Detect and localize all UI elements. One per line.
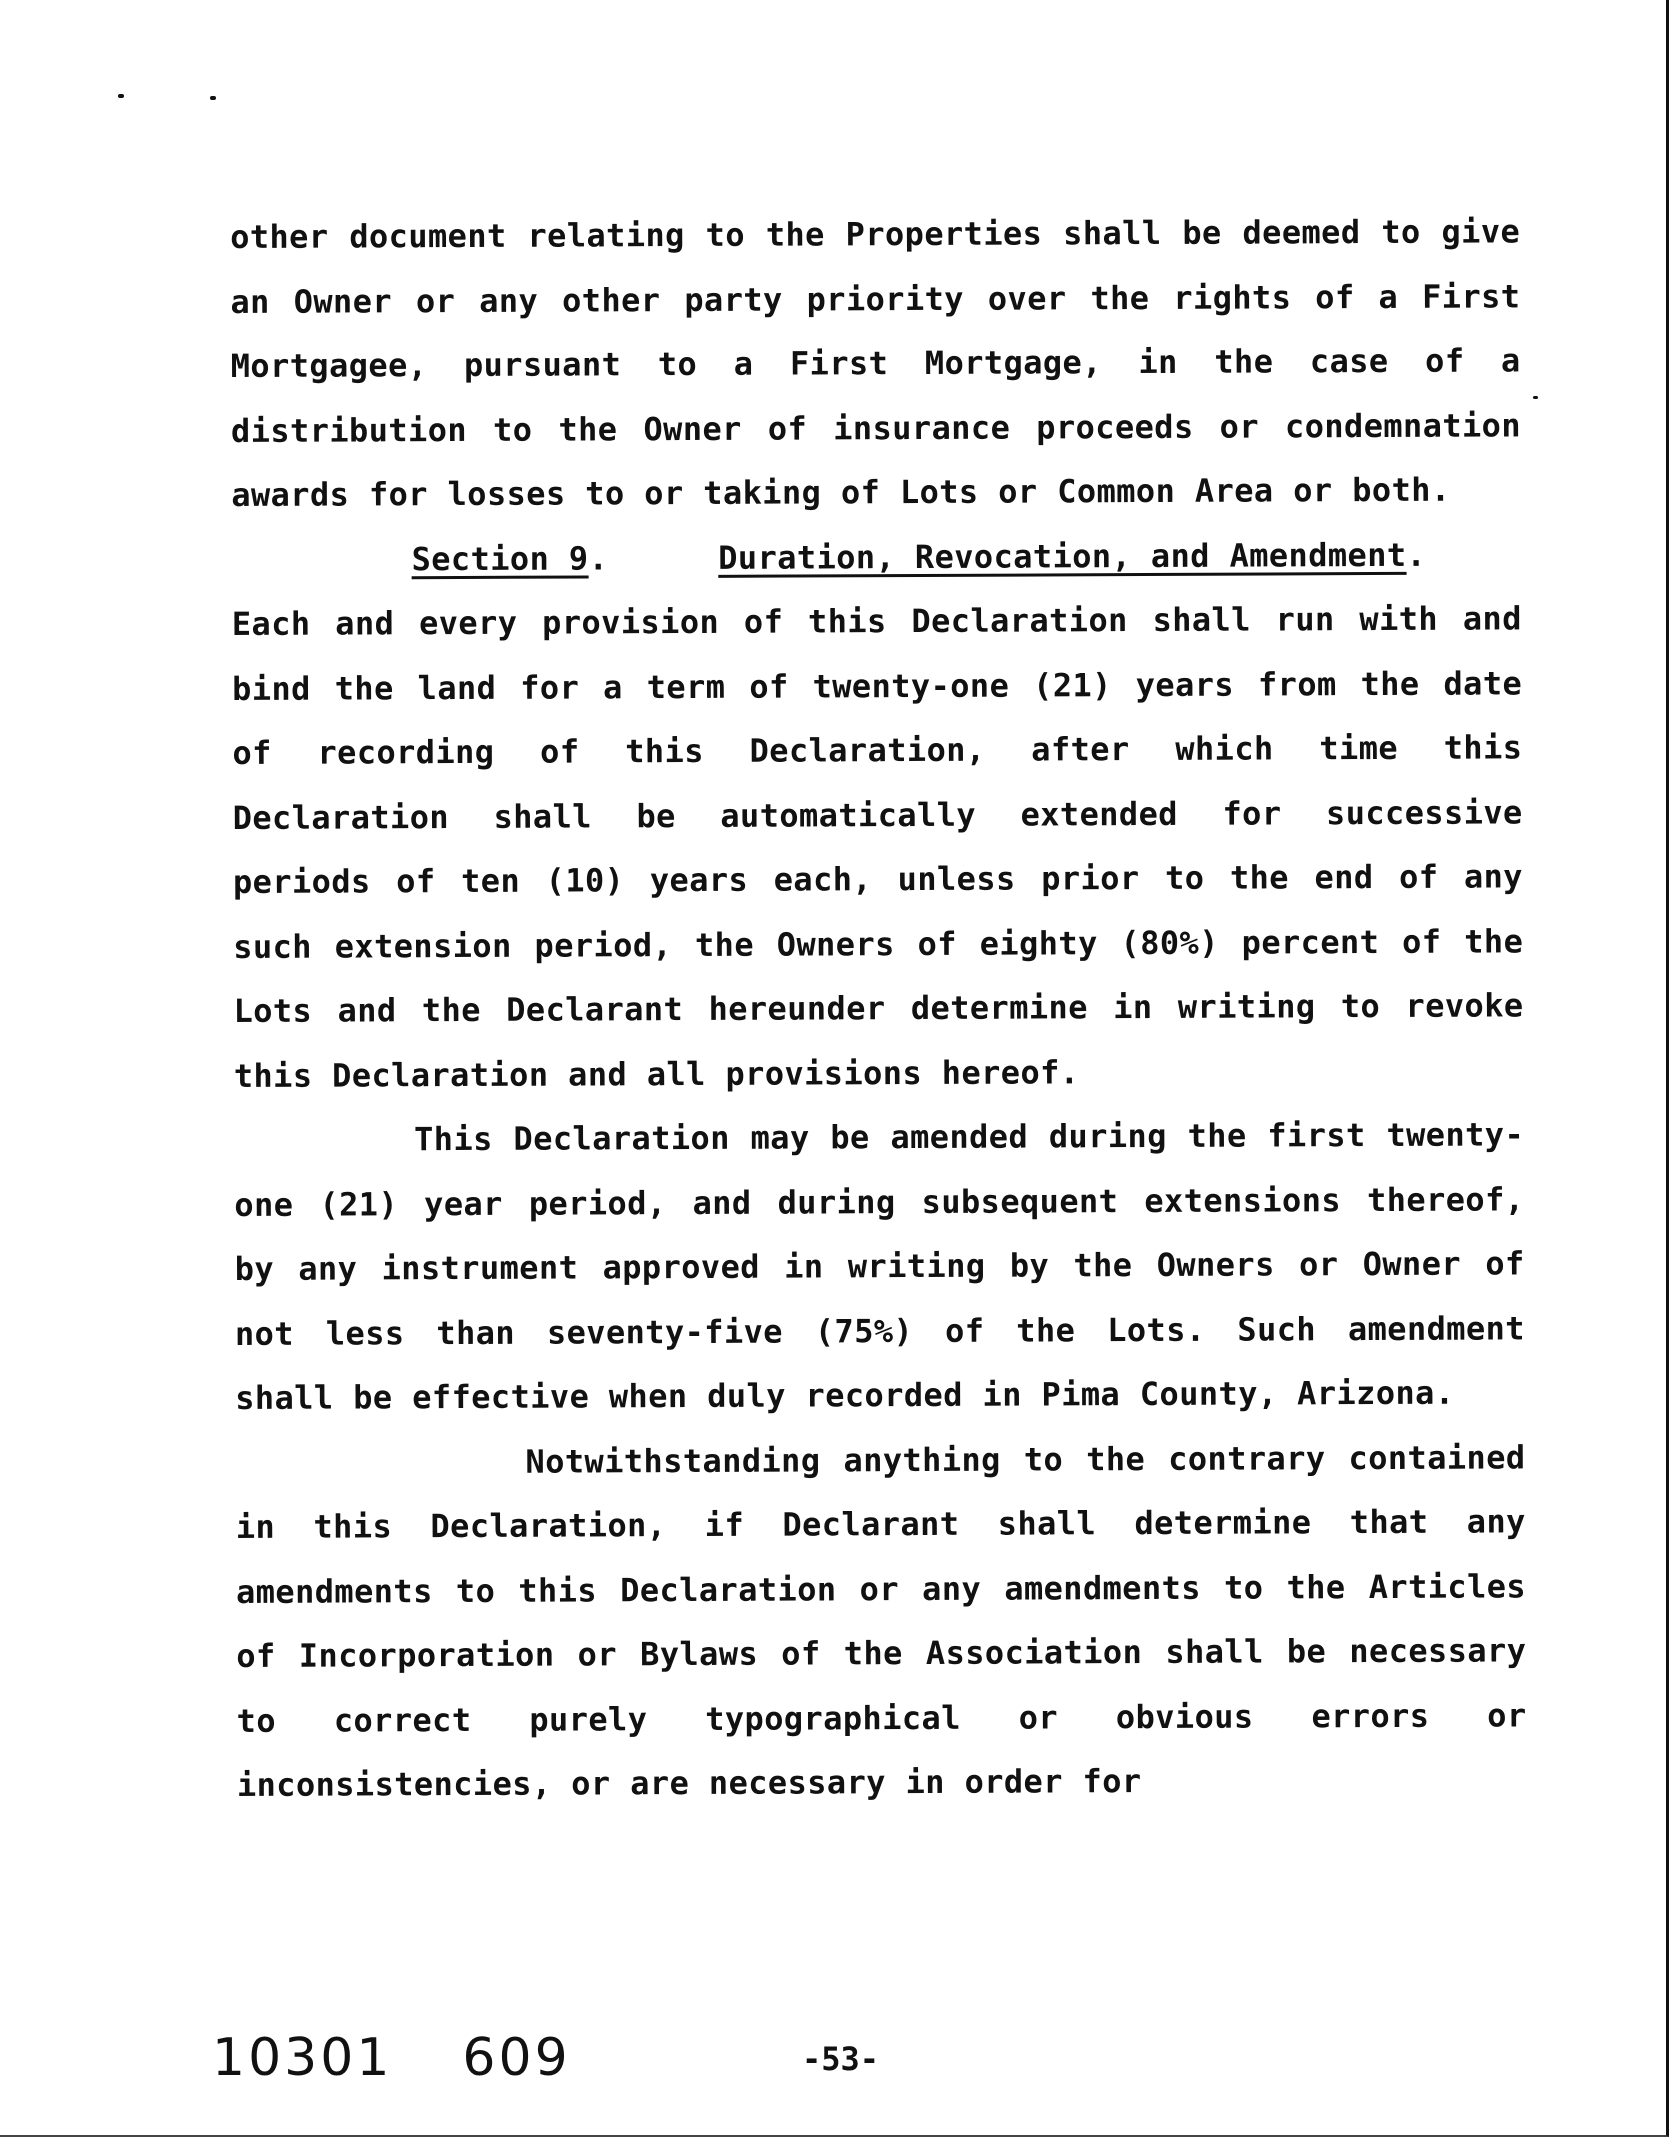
scan-speck [118, 94, 124, 98]
scan-speck [210, 96, 216, 100]
page-number: -53- [802, 2040, 880, 2078]
section-heading-line: Section 9 . Duration, Revocation, and Amendment . [231, 522, 1521, 592]
paragraph-3: This Declaration may be amended during the first twenty-one (21) year period, and during subsequent extensions thereof, by any instrument approved in writing by the Owners or Owner of not less than seventy-five (75%) of the Lots. Such amendment shall be effective when duly recorded in Pima County, Arizona. [234, 1115, 1525, 1417]
section-label: Section 9 [411, 538, 589, 578]
book-page: 609 [462, 2028, 571, 2088]
scan-speck [1533, 396, 1538, 399]
book-page-stamp [212, 2028, 571, 2088]
document-body [230, 199, 1527, 1817]
paragraph-1: other document relating to the Properties shall be deemed to give an Owner or any other party priority over the rights of a First Mortgagee, pursuant to a First Mortgage, in the case of a distribution to the Owner of insurance proceeds or condemnation awards for losses to or taking of Lots or Common Area or both. [230, 212, 1522, 514]
section-heading: Duration, Revocation, and Amendment [718, 535, 1407, 577]
paragraph-4: Notwithstanding anything to the contrary contained in this Declaration, if Declarant shall determine that any amendments to this Declaration or any amendments to the Articles of Incorporation or Bylaws of the Association shall be necessary to correct purely typographical or obvious errors or inconsistencies, or are necessary in order for [235, 1437, 1527, 1804]
paragraph-2: Each and every provision of this Declaration shall run with and bind the land for a term of twenty-one (21) years from the date of recording of this Declaration, after which time this Declaration shall be automatically extended for successive periods of ten (10) years each, unless prior to the end of any such extension period, the Owners of eighty (80%) percent of the Lots and the Declarant hereunder determine in writing to revoke this Declaration and all provisions hereof. [231, 599, 1524, 1095]
book-number: 10301 [212, 2028, 393, 2088]
